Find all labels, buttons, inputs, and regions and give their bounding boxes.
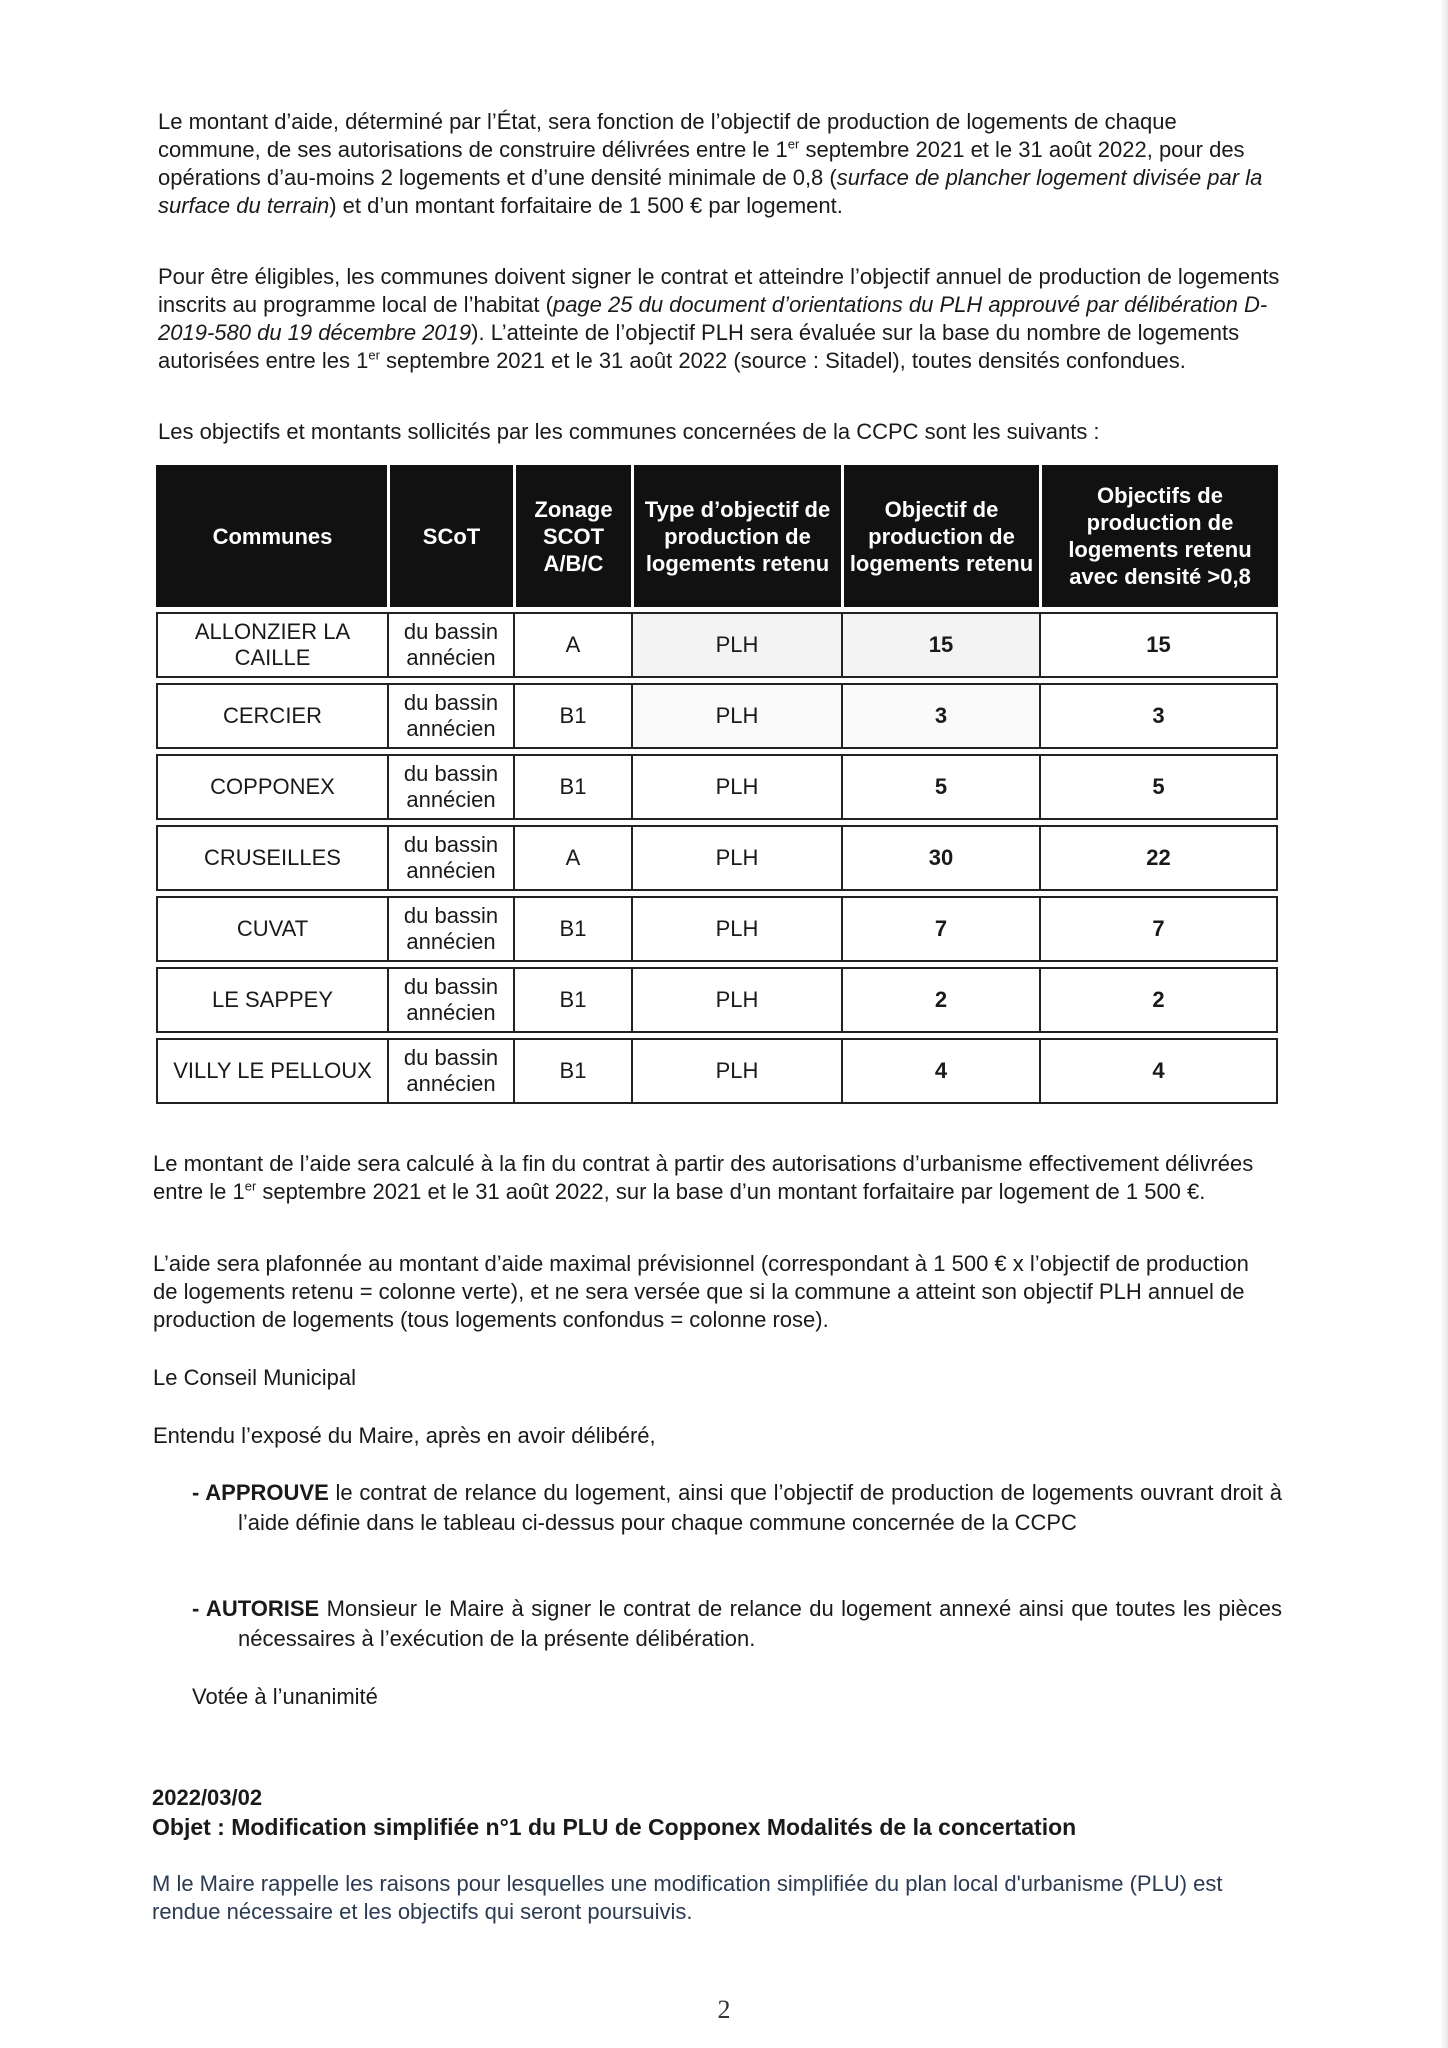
- cell-type: PLH: [631, 967, 841, 1033]
- deliberation-subject: Objet : Modification simplifiée n°1 du PLU de Copponex Modalités de la concertation: [152, 1814, 1077, 1840]
- cell-scot: du bassin annécien: [387, 967, 513, 1033]
- cell-objectif: 3: [841, 683, 1039, 749]
- cell-objectif-densite: 2: [1039, 967, 1278, 1033]
- deliberation-text: M le Maire rappelle les raisons pour lesquelles une modification simplifiée du plan local d'urbanisme (PLU) est rendue nécessaire et les objectifs qui seront poursuivis.: [152, 1871, 1223, 1924]
- cell-objectif-densite: 3: [1039, 683, 1278, 749]
- deliberation-intro: Entendu l’exposé du Maire, après en avoir délibéré,: [153, 1423, 656, 1448]
- cell-type: PLH: [631, 896, 841, 962]
- cell-commune: COPPONEX: [156, 754, 387, 820]
- intro-paragraph-3: Les objectifs et montants sollicités par les communes concernées de la CCPC sont les suivants :: [158, 419, 1100, 444]
- cell-objectif: 30: [841, 825, 1039, 891]
- deliberation-reference: 2022/03/02: [152, 1785, 263, 1810]
- page-edge: [1440, 0, 1448, 2048]
- table-row: [156, 612, 1278, 678]
- cell-objectif-densite: 15: [1039, 612, 1278, 678]
- cell-objectif: 2: [841, 967, 1039, 1033]
- cell-scot: du bassin annécien: [387, 896, 513, 962]
- cell-scot: du bassin annécien: [387, 612, 513, 678]
- header-scot: SCoT: [387, 465, 513, 607]
- cell-objectif-densite: 4: [1039, 1038, 1278, 1104]
- cell-objectif-densite: 7: [1039, 896, 1278, 962]
- aid-cap-paragraph: L’aide sera plafonnée au montant d’aide maximal prévisionnel (correspondant à 1 500 € x l’objectif de production de logements retenu = colonne verte), et ne sera versée que si la commune a atteint son objectif PLH annuel de production de logements (tous logements confondus = colonne rose).: [153, 1251, 1249, 1332]
- cell-zonage: B1: [513, 896, 631, 962]
- cell-commune: VILLY LE PELLOUX: [156, 1038, 387, 1104]
- table-row: [156, 896, 1278, 962]
- cell-type: PLH: [631, 683, 841, 749]
- council-heading: Le Conseil Municipal: [153, 1365, 356, 1390]
- table-row: [156, 1038, 1278, 1104]
- header-zonage: Zonage SCOT A/B/C: [513, 465, 631, 607]
- intro-paragraph-2: Pour être éligibles, les communes doivent signer le contrat et atteindre l’objectif annuel de production de logements inscrits au programme local de l’habitat (page 25 du document d’orientations du PLH approuvé par délibération D-2019-580 du 19 décembre 2019). L’atteinte de l’objectif PLH sera évaluée sur la base du nombre de logements autorisées entre les 1er septembre 2021 et le 31 août 2022 (source : Sitadel), toutes densités confondues.: [158, 264, 1280, 373]
- cell-scot: du bassin annécien: [387, 1038, 513, 1104]
- cell-commune: CRUSEILLES: [156, 825, 387, 891]
- table-header-row: [156, 465, 1278, 607]
- table-row: [156, 683, 1278, 749]
- intro-paragraph-1: Le montant d’aide, déterminé par l’État, sera fonction de l’objectif de production de logements de chaque commune, de ses autorisations de construire délivrées entre le 1er septembre 2021 et le 31 août 2022, pour des opérations d’au-moins 2 logements et d’une densité minimale de 0,8 (surface de plancher logement divisée par la surface du terrain) et d’un montant forfaitaire de 1 500 € par logement.: [158, 109, 1263, 218]
- cell-objectif: 4: [841, 1038, 1039, 1104]
- cell-commune: CUVAT: [156, 896, 387, 962]
- table-row: [156, 754, 1278, 820]
- cell-type: PLH: [631, 1038, 841, 1104]
- cell-zonage: A: [513, 825, 631, 891]
- cell-zonage: A: [513, 612, 631, 678]
- cell-zonage: B1: [513, 754, 631, 820]
- cell-type: PLH: [631, 612, 841, 678]
- cell-zonage: B1: [513, 683, 631, 749]
- cell-commune: CERCIER: [156, 683, 387, 749]
- table-row: [156, 967, 1278, 1033]
- cell-commune: ALLONZIER LA CAILLE: [156, 612, 387, 678]
- page-number: 2: [717, 1995, 731, 2024]
- cell-objectif: 15: [841, 612, 1039, 678]
- table-row: [156, 825, 1278, 891]
- authorize-item: - AUTORISE Monsieur le Maire à signer le contrat de relance du logement annexé ainsi que toutes les pièces nécessaires à l’exécution de la présente délibération.: [192, 1596, 1282, 1651]
- cell-objectif: 7: [841, 896, 1039, 962]
- approve-item: - APPROUVE le contrat de relance du logement, ainsi que l’objectif de production de logements ouvrant droit à l’aide définie dans le tableau ci-dessus pour chaque commune concernée de la CCPC: [192, 1480, 1283, 1535]
- cell-scot: du bassin annécien: [387, 683, 513, 749]
- vote-result: Votée à l’unanimité: [192, 1684, 378, 1709]
- cell-scot: du bassin annécien: [387, 825, 513, 891]
- cell-objectif-densite: 22: [1039, 825, 1278, 891]
- header-objectif-densite: Objectifs de production de logements retenu avec densité >0,8: [1039, 465, 1278, 607]
- header-objectif: Objectif de production de logements retenu: [841, 465, 1039, 607]
- header-communes: Communes: [156, 465, 387, 607]
- cell-type: PLH: [631, 754, 841, 820]
- cell-commune: LE SAPPEY: [156, 967, 387, 1033]
- objectives-table: [156, 460, 1278, 1109]
- aid-calculation-paragraph: Le montant de l’aide sera calculé à la fin du contrat à partir des autorisations d’urbanisme effectivement délivrées entre le 1er septembre 2021 et le 31 août 2022, sur la base d’un montant forfaitaire par logement de 1 500 €.: [153, 1151, 1254, 1204]
- cell-scot: du bassin annécien: [387, 754, 513, 820]
- cell-zonage: B1: [513, 1038, 631, 1104]
- cell-objectif-densite: 5: [1039, 754, 1278, 820]
- cell-objectif: 5: [841, 754, 1039, 820]
- header-type-objectif: Type d’objectif de production de logements retenu: [631, 465, 841, 607]
- cell-zonage: B1: [513, 967, 631, 1033]
- cell-type: PLH: [631, 825, 841, 891]
